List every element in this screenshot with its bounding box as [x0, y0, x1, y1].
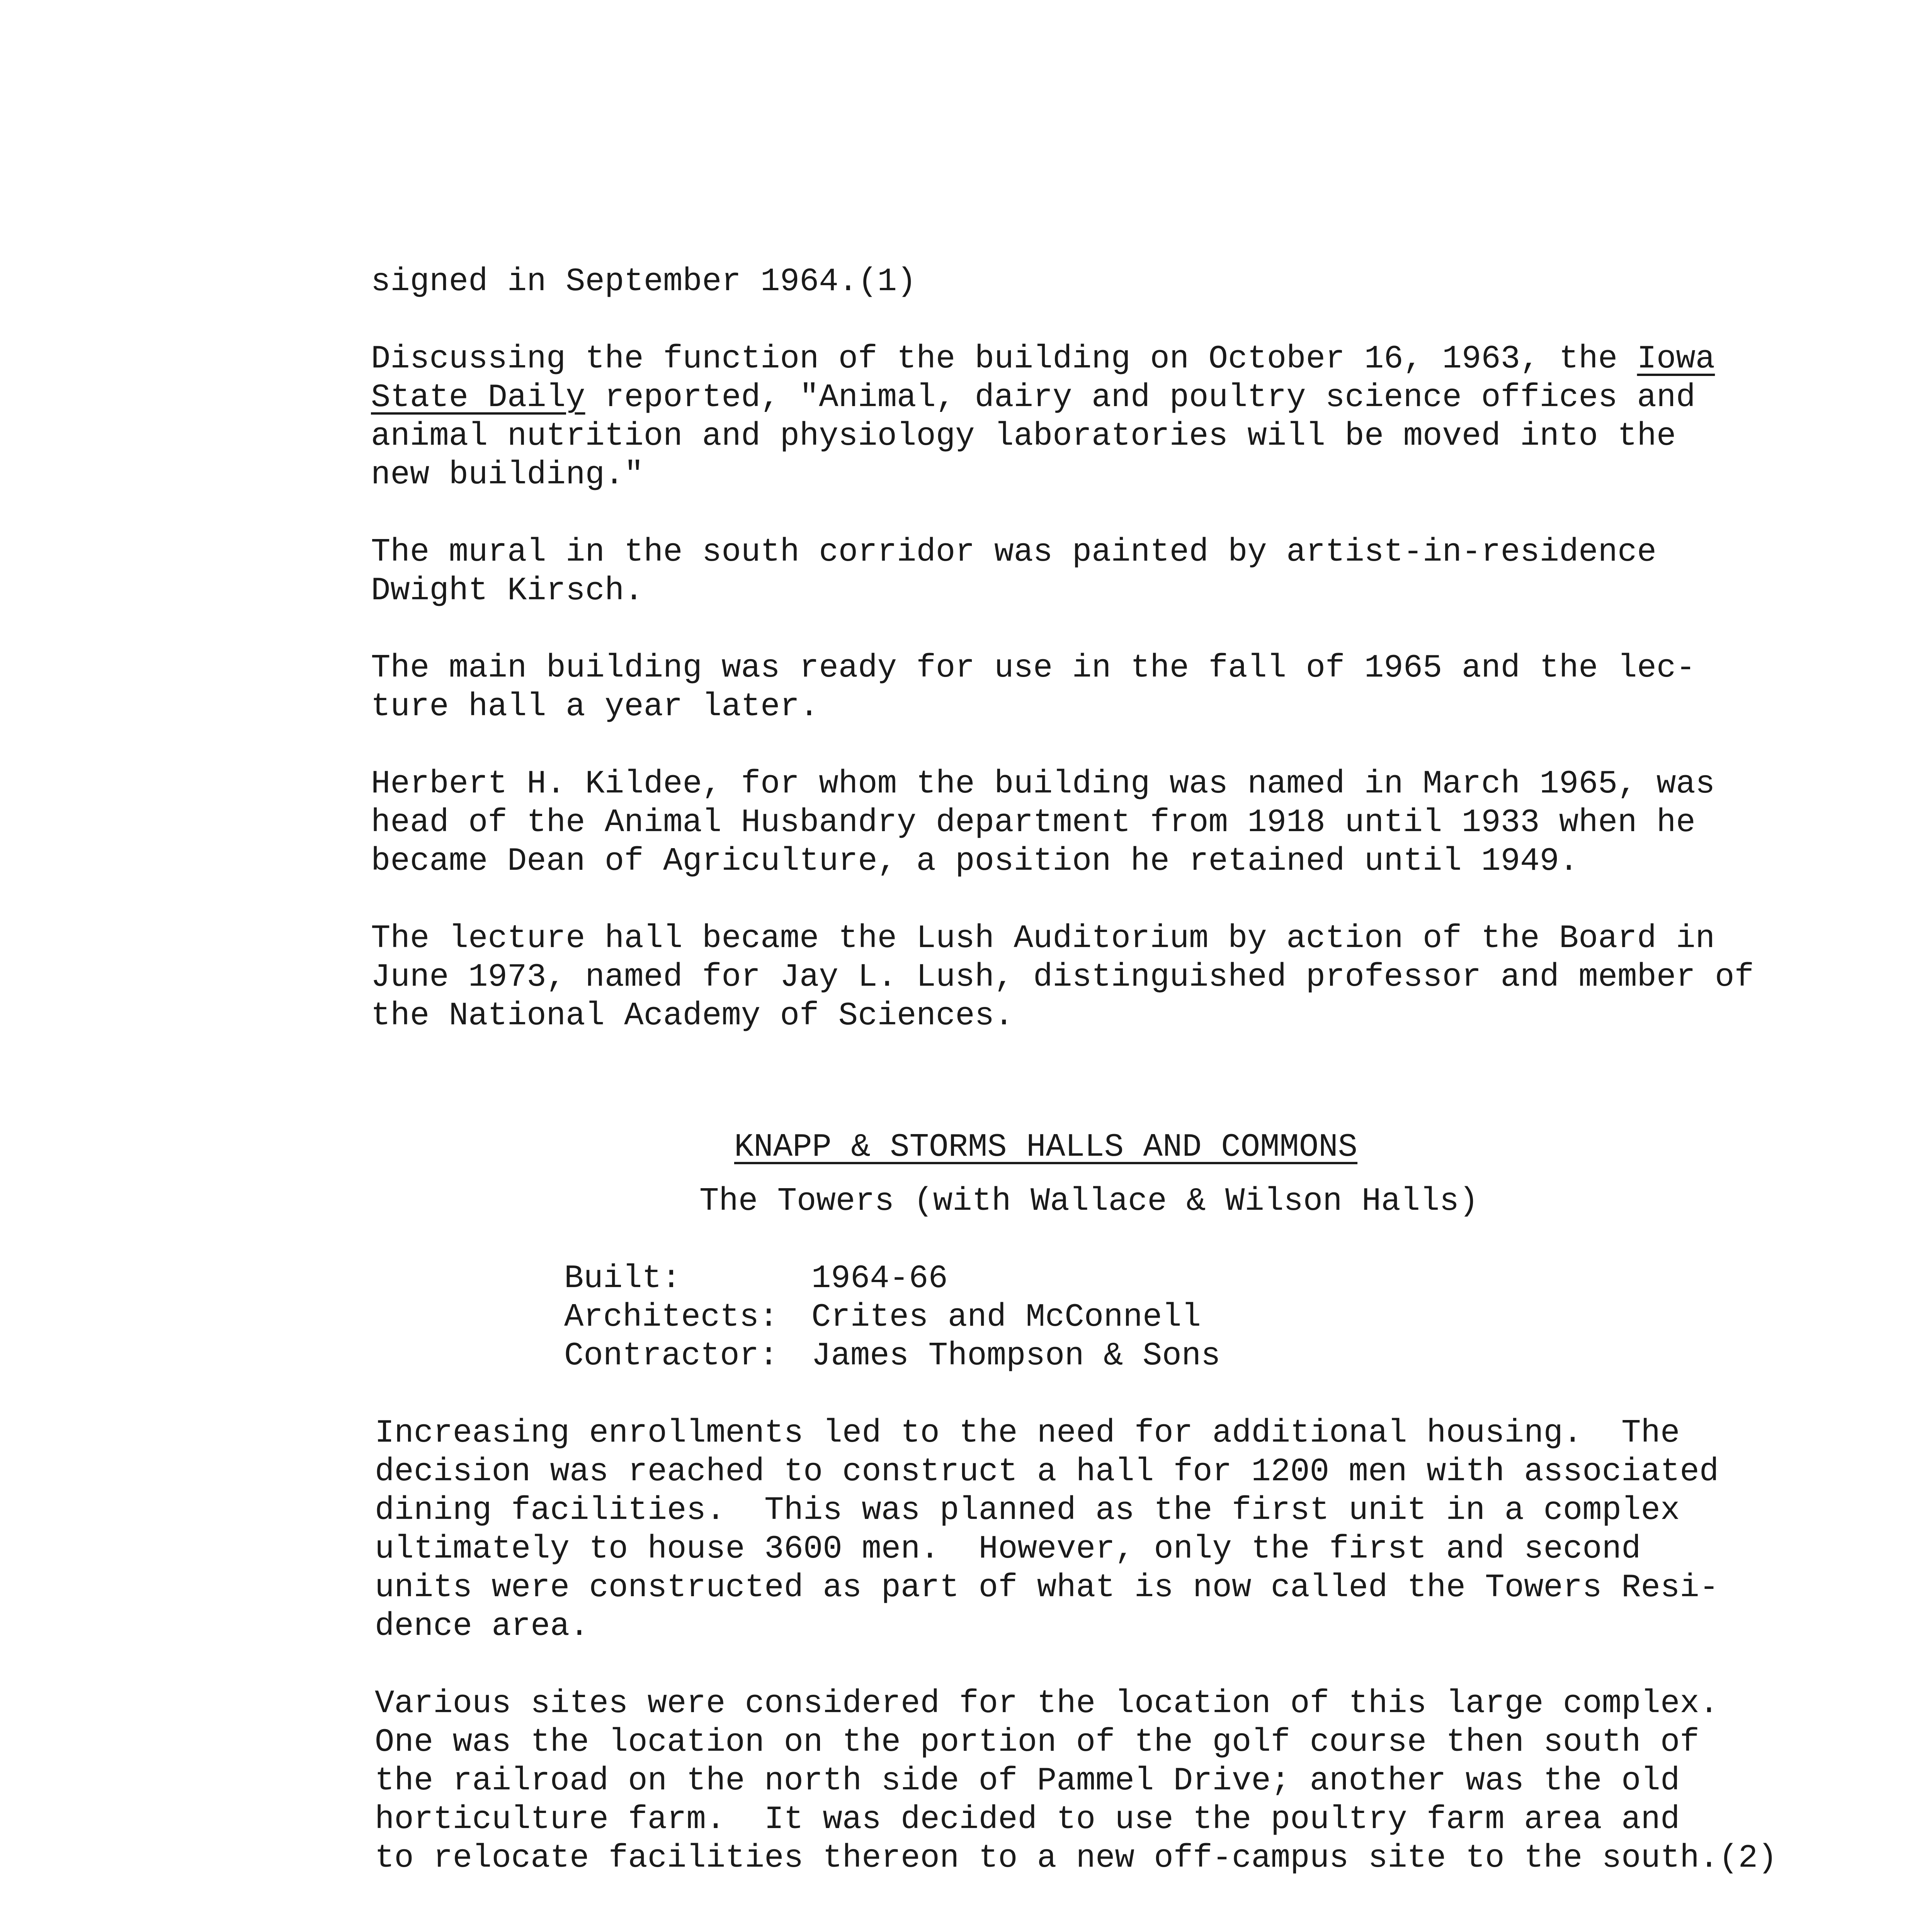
paragraph-line: [371, 379, 1696, 417]
paragraph-line: to relocate facilities thereon to a new off-campus site to the south.(2): [375, 1840, 1777, 1877]
fact-label: Contractor:: [564, 1338, 779, 1374]
paragraph-line: June 1973, named for Jay L. Lush, distinguished professor and member of: [371, 959, 1754, 996]
paragraph-line: [371, 340, 1715, 379]
paragraph-line: ture hall a year later.: [371, 689, 819, 725]
fact-value: Crites and McConnell: [811, 1299, 1201, 1336]
paragraph-line: The main building was ready for use in the fall of 1965 and the lec-: [371, 650, 1696, 687]
fact-label: Architects:: [564, 1299, 779, 1336]
paragraph-line: units were constructed as part of what is now called the Towers Resi-: [375, 1570, 1719, 1606]
paragraph-line: The lecture hall became the Lush Auditorium by action of the Board in: [371, 920, 1715, 957]
section-title: KNAPP & STORMS HALLS AND COMMONS: [734, 1129, 1358, 1166]
continuation-line: signed in September 1964.(1): [371, 264, 917, 300]
fact-value: 1964-66: [811, 1260, 948, 1297]
paragraph-line: became Dean of Agriculture, a position he retained until 1949.: [371, 843, 1579, 880]
paragraph-line: One was the location on the portion of the golf course then south of: [375, 1724, 1699, 1761]
paragraph-line: animal nutrition and physiology laboratories will be moved into the: [371, 418, 1676, 455]
fact-built: [564, 1260, 948, 1298]
fact-value: James Thompson & Sons: [811, 1338, 1221, 1374]
section-subtitle: The Towers (with Wallace & Wilson Halls): [699, 1183, 1479, 1220]
newspaper-title: Iowa: [1637, 341, 1715, 378]
paragraph-line: the National Academy of Sciences.: [371, 998, 1014, 1034]
paragraph-line: dence area.: [375, 1608, 589, 1645]
paragraph-line: new building.": [371, 457, 644, 493]
paragraph-line: head of the Animal Husbandry department from 1918 until 1933 when he: [371, 804, 1696, 841]
paragraph-line: Various sites were considered for the location of this large complex.: [375, 1685, 1719, 1722]
fact-label: Built:: [564, 1260, 681, 1297]
paragraph-line: horticulture farm. It was decided to use the poultry farm area and: [375, 1801, 1680, 1838]
fact-architects: [564, 1298, 1201, 1337]
newspaper-title: State Daily: [371, 379, 585, 416]
text-run: reported, "Animal, dairy and poultry science offices and: [585, 379, 1696, 416]
paragraph-line: Dwight Kirsch.: [371, 573, 644, 609]
paragraph-line: ultimately to house 3600 men. However, only the first and second: [375, 1531, 1641, 1568]
paragraph-line: dining facilities. This was planned as the first unit in a complex: [375, 1492, 1680, 1529]
paragraph-line: decision was reached to construct a hall for 1200 men with associated: [375, 1454, 1719, 1490]
text-run: Discussing the function of the building on October 16, 1963, the: [371, 341, 1637, 378]
paragraph-line: the railroad on the north side of Pammel Drive; another was the old: [375, 1763, 1680, 1799]
paragraph-line: Herbert H. Kildee, for whom the building was named in March 1965, was: [371, 766, 1715, 803]
paragraph-line: The mural in the south corridor was painted by artist-in-residence: [371, 534, 1656, 571]
paragraph-line: Increasing enrollments led to the need for additional housing. The: [375, 1415, 1680, 1452]
fact-contractor: [564, 1337, 1221, 1376]
